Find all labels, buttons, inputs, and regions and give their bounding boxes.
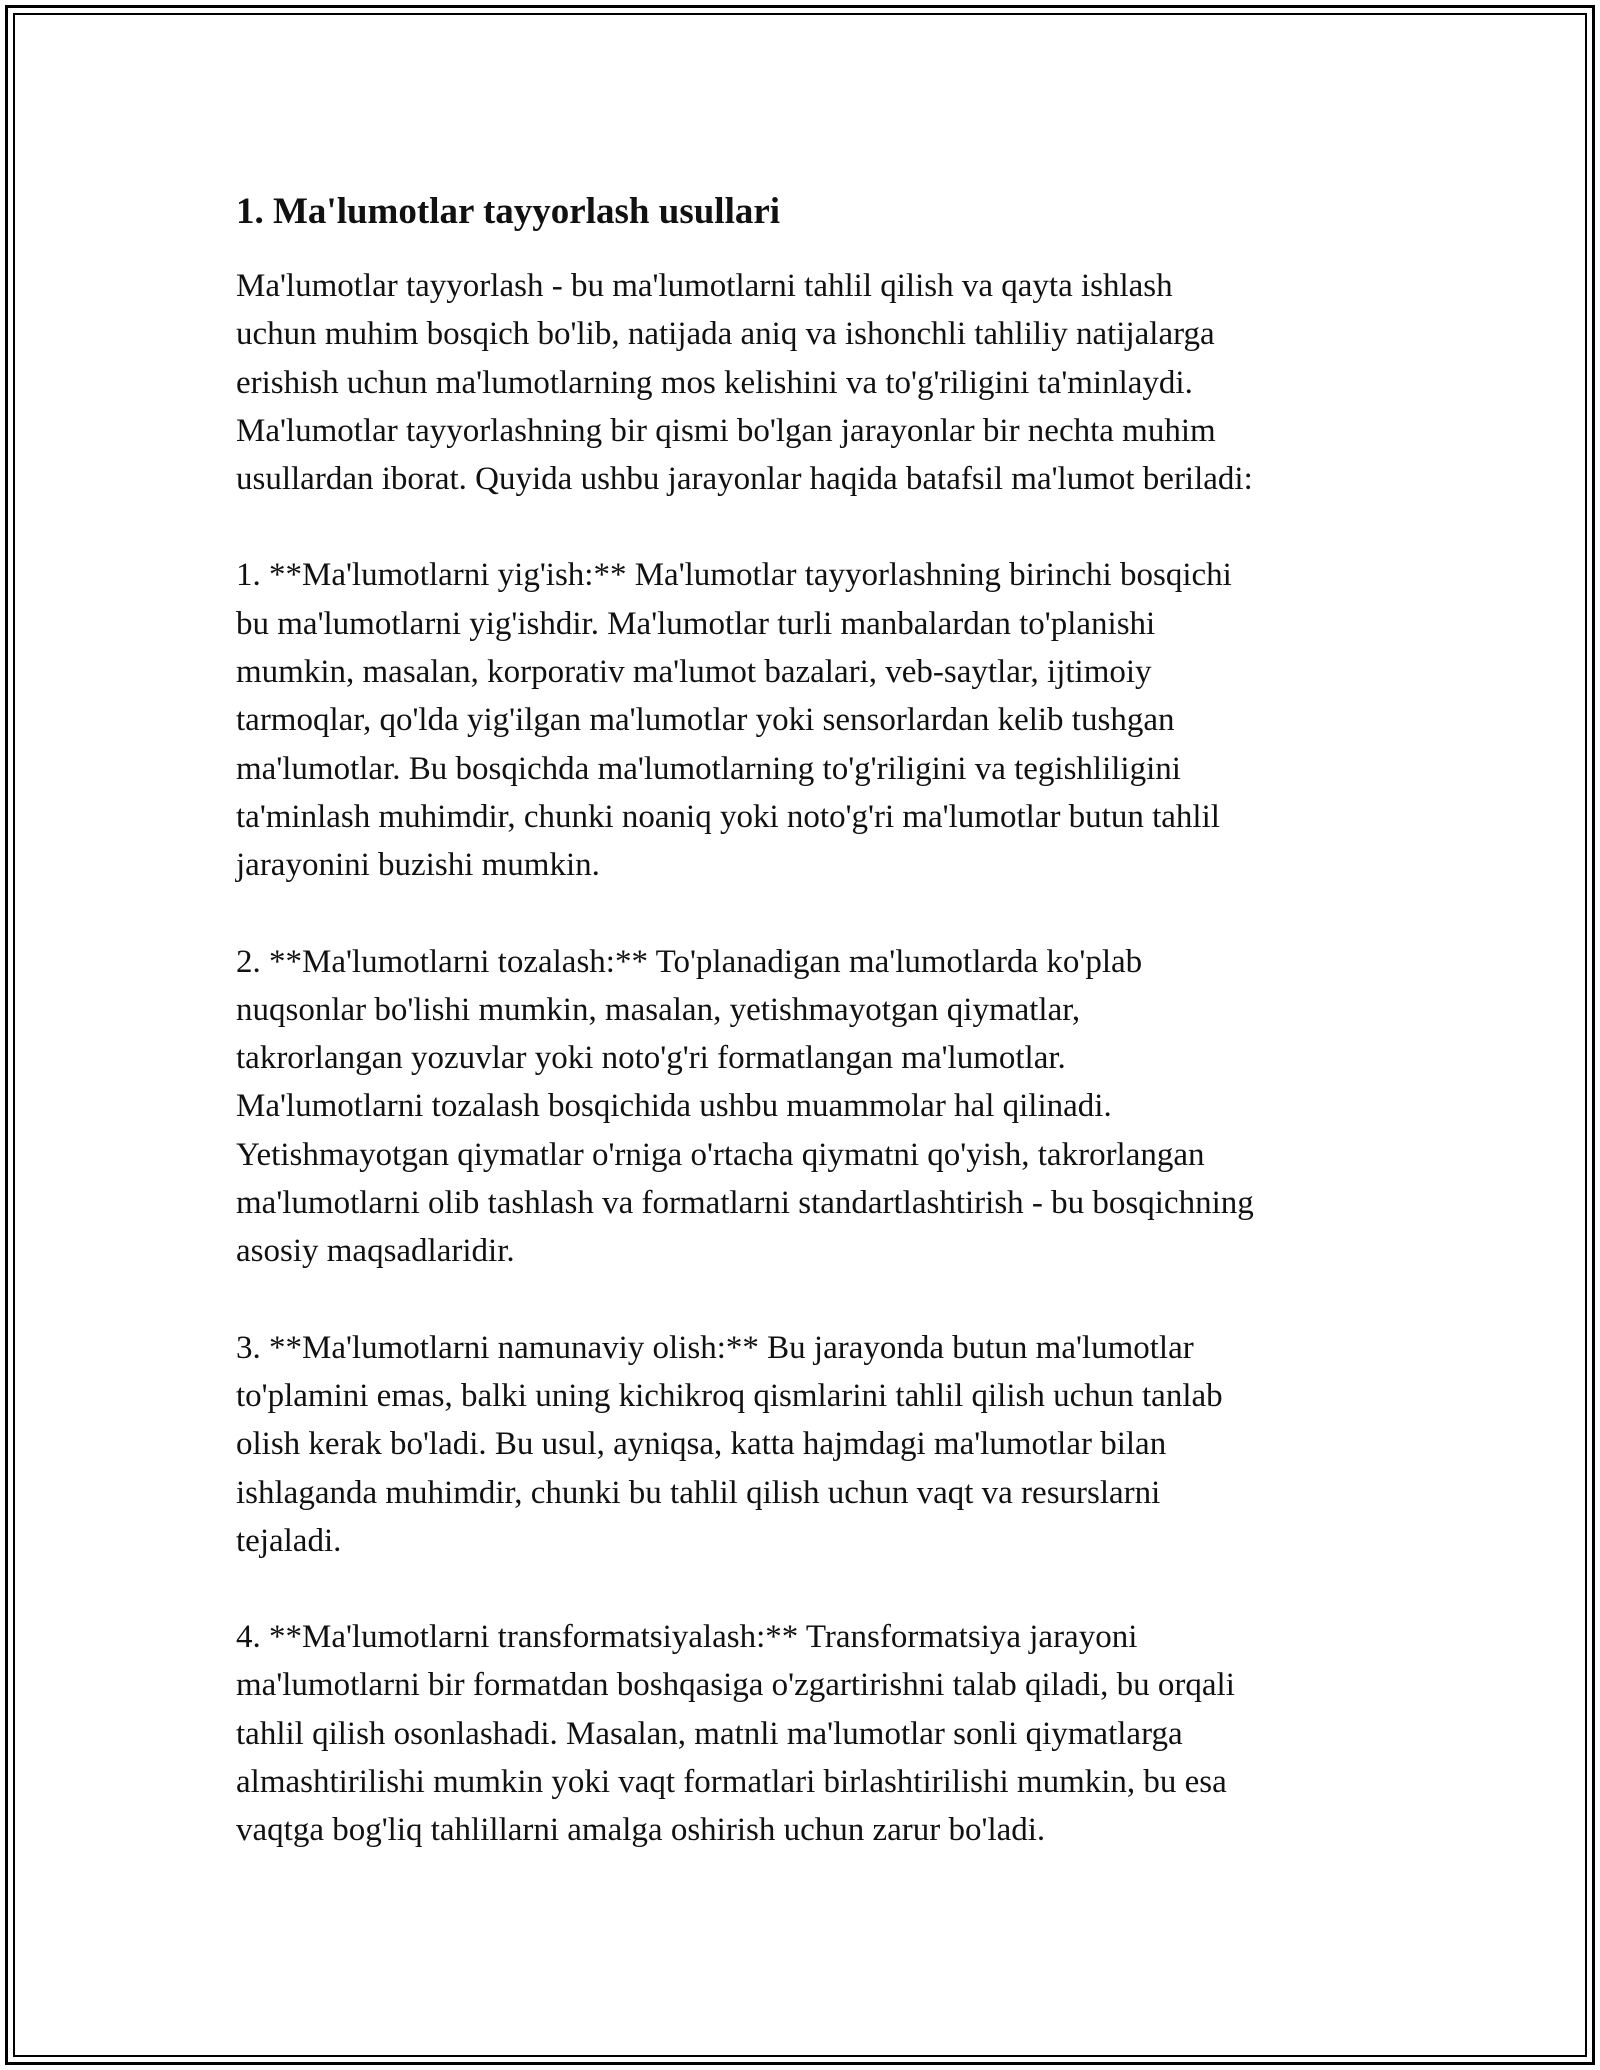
paragraph-line: tahlil qilish osonlashadi. Masalan, matnli ma'lumotlar sonli qiymatlarga <box>236 1715 1183 1752</box>
paragraph-line: erishish uchun ma'lumotlarning mos kelishini va to'g'riligini ta'minlaydi. <box>236 364 1193 401</box>
paragraph-line: olish kerak bo'ladi. Bu usul, ayniqsa, katta hajmdagi ma'lumotlar bilan <box>236 1426 1167 1463</box>
paragraph-line: Ma'lumotlarni tozalash bosqichida ushbu muammolar hal qilinadi. <box>236 1088 1112 1125</box>
paragraph-line: asosiy maqsadlaridir. <box>236 1233 515 1270</box>
paragraph-line: almashtirilishi mumkin yoki vaqt formatlari birlashtirilishi mumkin, bu esa <box>236 1764 1227 1801</box>
paragraph-line: Ma'lumotlar tayyorlashning bir qismi bo'lgan jarayonlar bir nechta muhim <box>236 412 1216 449</box>
paragraph-line: 4. **Ma'lumotlarni transformatsiyalash:** Transformatsiya jarayoni <box>236 1619 1138 1656</box>
paragraph-line: tarmoqlar, qo'lda yig'ilgan ma'lumotlar yoki sensorlardan kelib tushgan <box>236 702 1175 739</box>
paragraph-line: jarayonini buzishi mumkin. <box>236 847 600 884</box>
document-heading: 1. Ma'lumotlar tayyorlash usullari <box>236 191 781 232</box>
paragraph-line: tejaladi. <box>236 1522 342 1559</box>
paragraph-line: mumkin, masalan, korporativ ma'lumot bazalari, veb-saytlar, ijtimoiy <box>236 654 1152 691</box>
paragraph-line: ma'lumotlar. Bu bosqichda ma'lumotlarning to'g'riligini va tegishliligini <box>236 750 1181 787</box>
paragraph <box>236 1613 1386 1854</box>
paragraph-list <box>236 262 1386 1855</box>
paragraph-line: ta'minlash muhimdir, chunki noaniq yoki noto'g'ri ma'lumotlar butun tahlil <box>236 798 1220 835</box>
paragraph-line: usullardan iborat. Quyida ushbu jarayonlar haqida batafsil ma'lumot beriladi: <box>236 461 1253 498</box>
paragraph-line: ma'lumotlarni olib tashlash va formatlarni standartlashtirish - bu bosqichning <box>236 1185 1254 1222</box>
paragraph-line: nuqsonlar bo'lishi mumkin, masalan, yetishmayotgan qiymatlar, <box>236 991 1081 1028</box>
paragraph <box>236 551 1386 889</box>
paragraph-line: 2. **Ma'lumotlarni tozalash:** To'planadigan ma'lumotlarda ko'plab <box>236 943 1143 980</box>
paragraph <box>236 1324 1386 1565</box>
paragraph-line: vaqtga bog'liq tahlillarni amalga oshirish uchun zarur bo'ladi. <box>236 1812 1046 1849</box>
paragraph <box>236 262 1386 503</box>
paragraph-line: Yetishmayotgan qiymatlar o'rniga o'rtacha qiymatni qo'yish, takrorlangan <box>236 1136 1205 1173</box>
paragraph-line: 1. **Ma'lumotlarni yig'ish:** Ma'lumotlar tayyorlashning birinchi bosqichi <box>236 557 1232 594</box>
paragraph-line: ma'lumotlarni bir formatdan boshqasiga o'zgartirishni talab qiladi, bu orqali <box>236 1667 1235 1704</box>
paragraph <box>236 938 1386 1276</box>
paragraph-line: 3. **Ma'lumotlarni namunaviy olish:** Bu jarayonda butun ma'lumotlar <box>236 1329 1194 1366</box>
paragraph-line: to'plamini emas, balki uning kichikroq qismlarini tahlil qilish uchun tanlab <box>236 1377 1223 1414</box>
paragraph-line: ishlaganda muhimdir, chunki bu tahlil qilish uchun vaqt va resurslarni <box>236 1474 1161 1511</box>
paragraph-line: Ma'lumotlar tayyorlash - bu ma'lumotlarni tahlil qilish va qayta ishlash <box>236 268 1173 304</box>
paragraph-line: uchun muhim bosqich bo'lib, natijada aniq va ishonchli tahliliy natijalarga <box>236 316 1215 353</box>
paragraph-line: takrorlangan yozuvlar yoki noto'g'ri formatlangan ma'lumotlar. <box>236 1040 1066 1077</box>
paragraph-line: bu ma'lumotlarni yig'ishdir. Ma'lumotlar turli manbalardan to'planishi <box>236 605 1156 642</box>
document-body <box>236 182 1386 1903</box>
